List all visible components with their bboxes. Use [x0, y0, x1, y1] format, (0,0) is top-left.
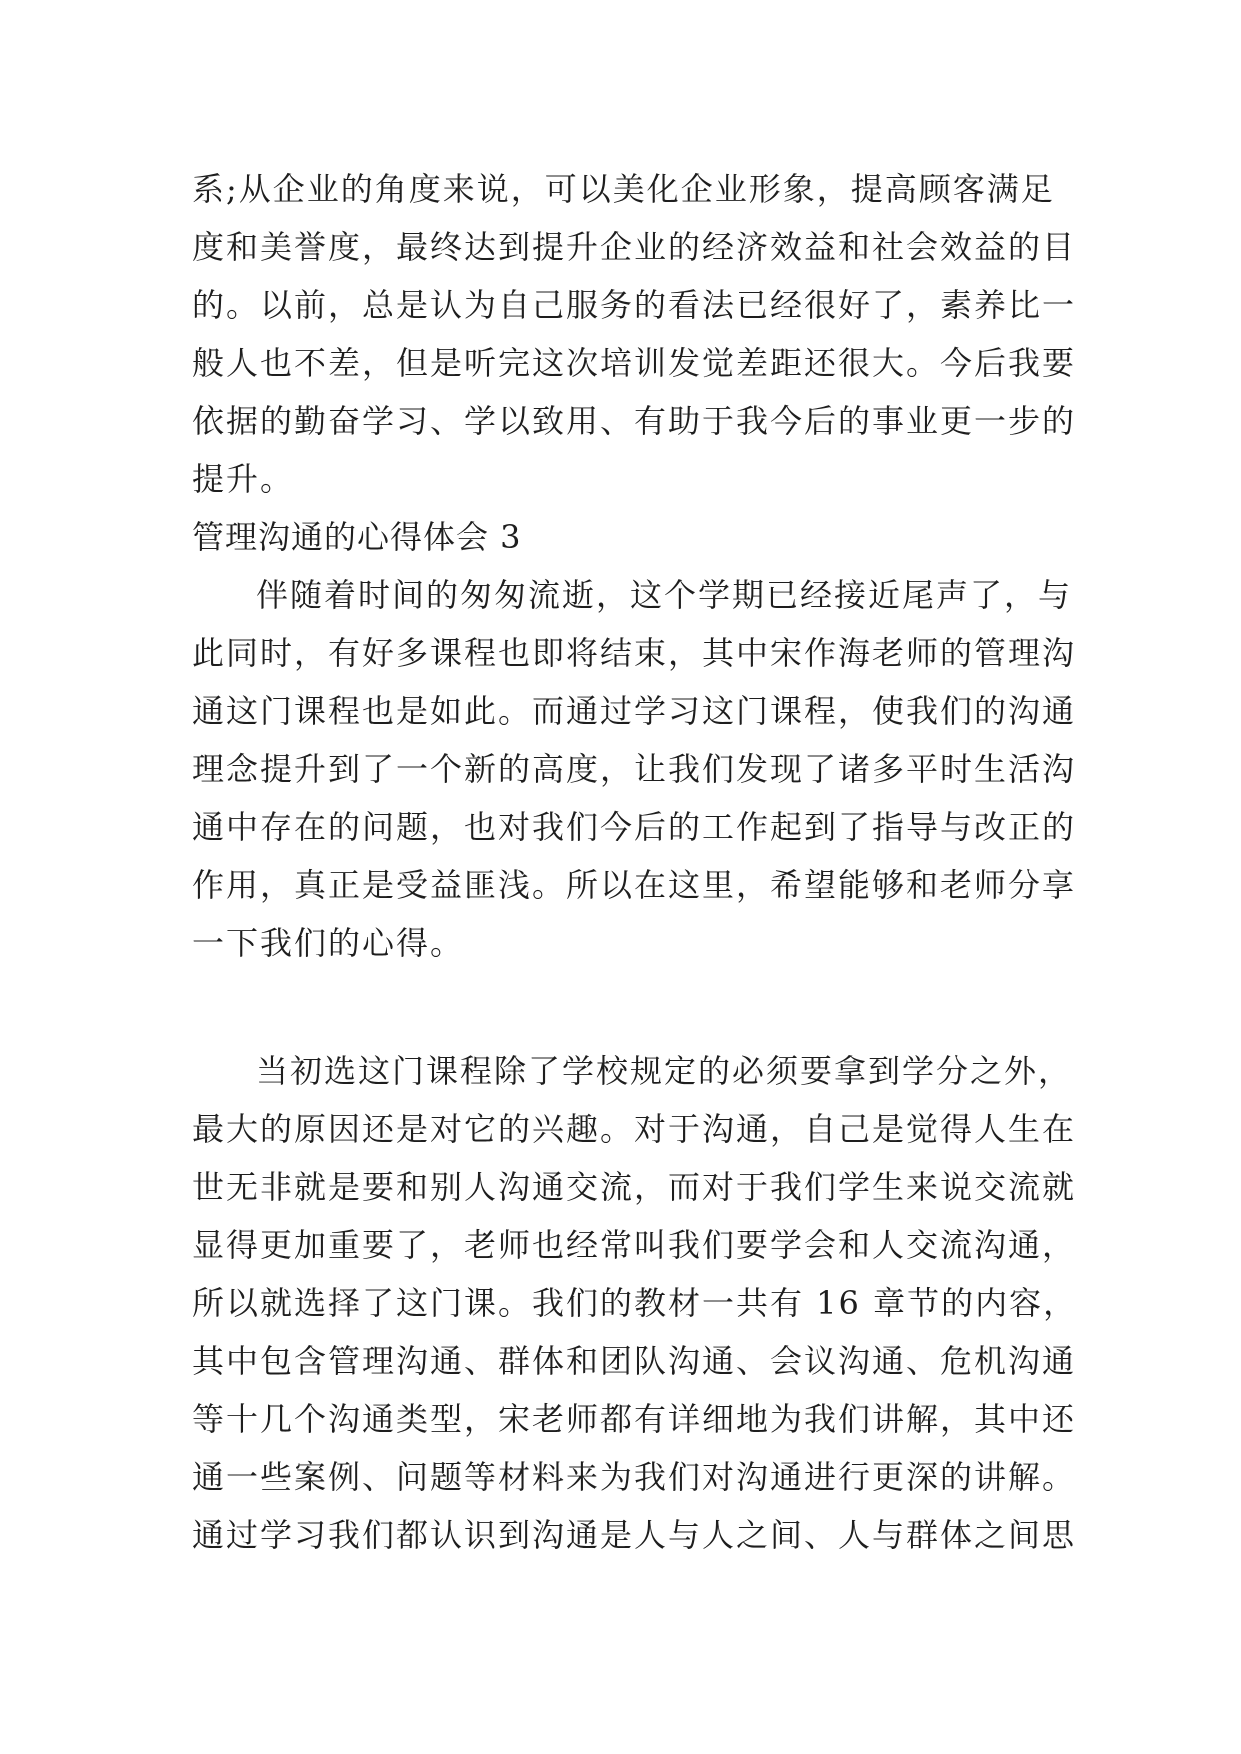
text-line: 此同时，有好多课程也即将结束，其中宋作海老师的管理沟 [192, 634, 1077, 672]
section-heading: 管理沟通的心得体会 3 [192, 518, 522, 556]
text-line: 通这门课程也是如此。而通过学习这门课程，使我们的沟通 [192, 692, 1077, 730]
text-line: 通一些案例、问题等材料来为我们对沟通进行更深的讲解。 [192, 1458, 1077, 1496]
text-line: 伴随着时间的匆匆流逝，这个学期已经接近尾声了，与 [256, 576, 1073, 614]
text-line: 世无非就是要和别人沟通交流，而对于我们学生来说交流就 [192, 1168, 1077, 1206]
text-line: 一下我们的心得。 [192, 924, 465, 962]
text-line: 最大的原因还是对它的兴趣。对于沟通，自己是觉得人生在 [192, 1110, 1077, 1148]
paragraph-spacer [192, 972, 1072, 1042]
text-line: 作用，真正是受益匪浅。所以在这里，希望能够和老师分享 [192, 866, 1077, 904]
document-body [192, 160, 1078, 1564]
text-line: 其中包含管理沟通、群体和团队沟通、会议沟通、危机沟通 [192, 1342, 1077, 1380]
text-line: 理念提升到了一个新的高度，让我们发现了诸多平时生活沟 [192, 750, 1077, 788]
paragraph-2 [192, 566, 1077, 972]
text-line: 的。以前，总是认为自己服务的看法已经很好了，素养比一 [192, 286, 1077, 324]
text-line: 显得更加重要了，老师也经常叫我们要学会和人交流沟通， [192, 1226, 1077, 1264]
paragraph-3 [192, 1042, 1078, 1564]
paragraph-1 [192, 160, 1077, 508]
text-line: 所以就选择了这门课。我们的教材一共有 16 章节的内容， [192, 1284, 1078, 1322]
text-line: 通中存在的问题，也对我们今后的工作起到了指导与改正的 [192, 808, 1077, 846]
text-line: 通过学习我们都认识到沟通是人与人之间、人与群体之间思 [192, 1516, 1077, 1554]
text-line: 度和美誉度，最终达到提升企业的经济效益和社会效益的目 [192, 228, 1077, 266]
text-line: 等十几个沟通类型，宋老师都有详细地为我们讲解，其中还 [192, 1400, 1077, 1438]
text-line: 提升。 [192, 460, 295, 498]
text-line: 依据的勤奋学习、学以致用、有助于我今后的事业更一步的 [192, 402, 1077, 440]
text-line: 当初选这门课程除了学校规定的必须要拿到学分之外， [256, 1052, 1073, 1090]
text-line: 般人也不差，但是听完这次培训发觉差距还很大。今后我要 [192, 344, 1077, 382]
text-line: 系;从企业的角度来说，可以美化企业形象，提高顾客满足 [192, 170, 1055, 208]
